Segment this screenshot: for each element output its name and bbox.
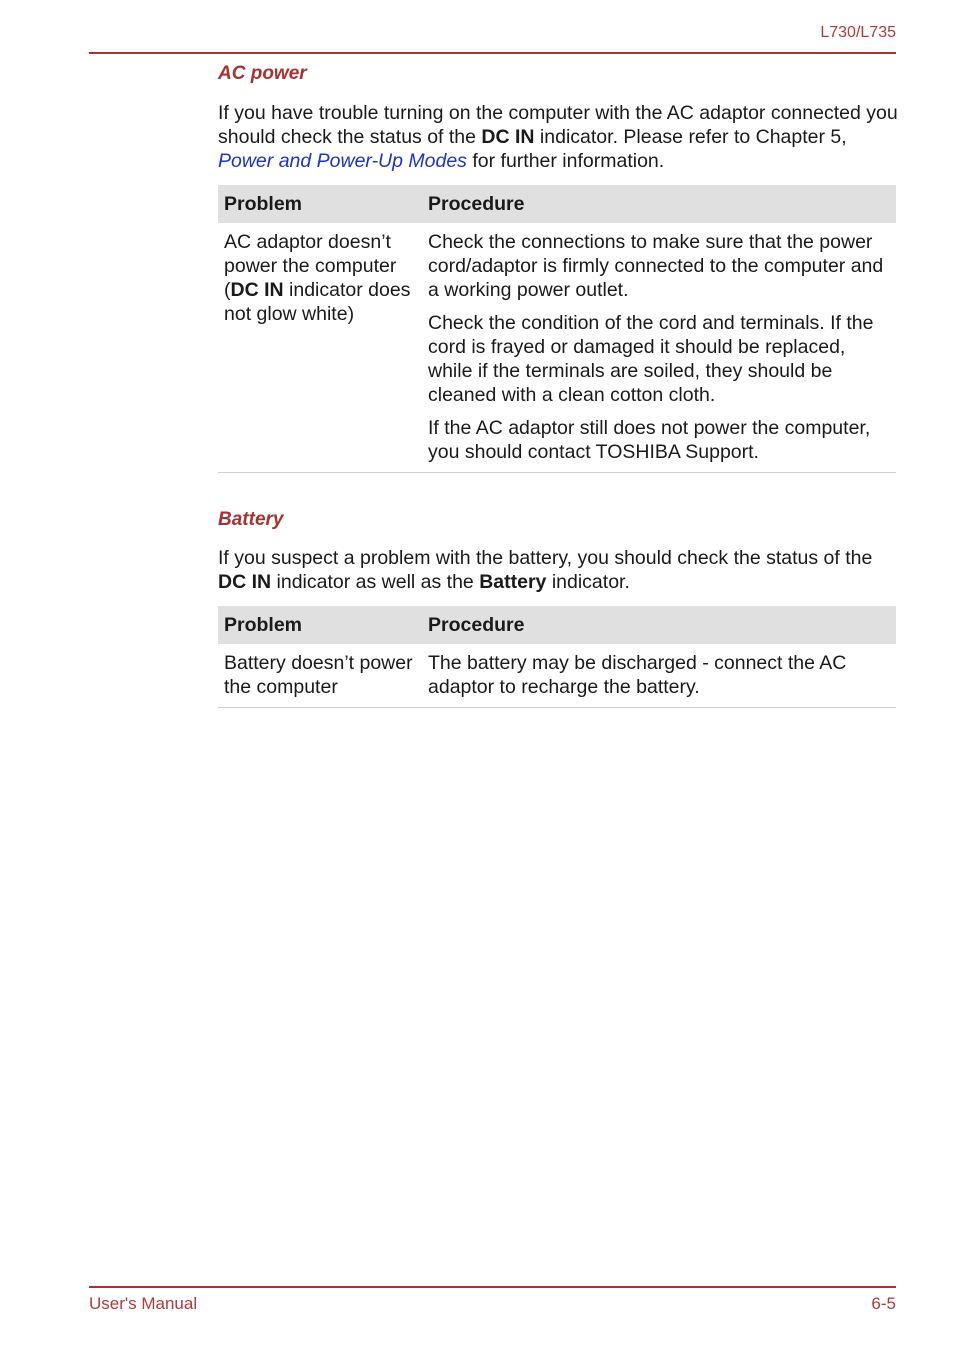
procedure-cell [422, 223, 896, 473]
column-header-problem: Problem [218, 185, 422, 223]
column-header-problem: Problem [218, 606, 422, 644]
table-header-row [218, 606, 896, 644]
footer-manual-title: User's Manual [89, 1294, 198, 1313]
column-header-procedure: Procedure [422, 185, 896, 223]
column-header-procedure: Procedure [422, 606, 896, 644]
page-number: 6-5 [871, 1294, 896, 1313]
procedure-step: If the AC adaptor still does not power the computer, you should contact TOSHIBA Support. [428, 417, 871, 463]
problem-cell: Battery doesn’t power the computer [218, 644, 422, 708]
chapter-link[interactable]: Power and Power-Up Modes [218, 150, 467, 172]
section-heading-battery: Battery [218, 509, 284, 530]
section-heading-ac-power: AC power [218, 63, 307, 84]
battery-table [218, 606, 896, 708]
ac-power-table [218, 185, 896, 473]
header-rule [89, 52, 896, 54]
table-header-row [218, 185, 896, 223]
table-row [218, 223, 896, 473]
problem-cell: AC adaptor doesn’t power the computer (DC IN indicator does not glow white) [218, 223, 422, 473]
battery-intro: If you suspect a problem with the battery, you should check the status of the DC IN indicator as well as the Battery indicator. [218, 547, 873, 593]
ac-power-intro: If you have trouble turning on the computer with the AC adaptor connected you should check the status of the DC IN indicator. Please refer to Chapter 5, Power and Power-Up Modes for further information. [218, 102, 898, 172]
footer-rule [89, 1286, 896, 1288]
document-model: L730/L735 [820, 24, 896, 41]
procedure-cell: The battery may be discharged - connect the AC adaptor to recharge the battery. [422, 644, 896, 708]
table-row [218, 644, 896, 708]
procedure-step: Check the connections to make sure that the power cord/adaptor is firmly connected to the computer and a working power outlet. [428, 231, 884, 301]
procedure-step: Check the condition of the cord and terminals. If the cord is frayed or damaged it should be replaced, while if the terminals are soiled, they should be cleaned with a clean cotton cloth. [428, 312, 874, 406]
